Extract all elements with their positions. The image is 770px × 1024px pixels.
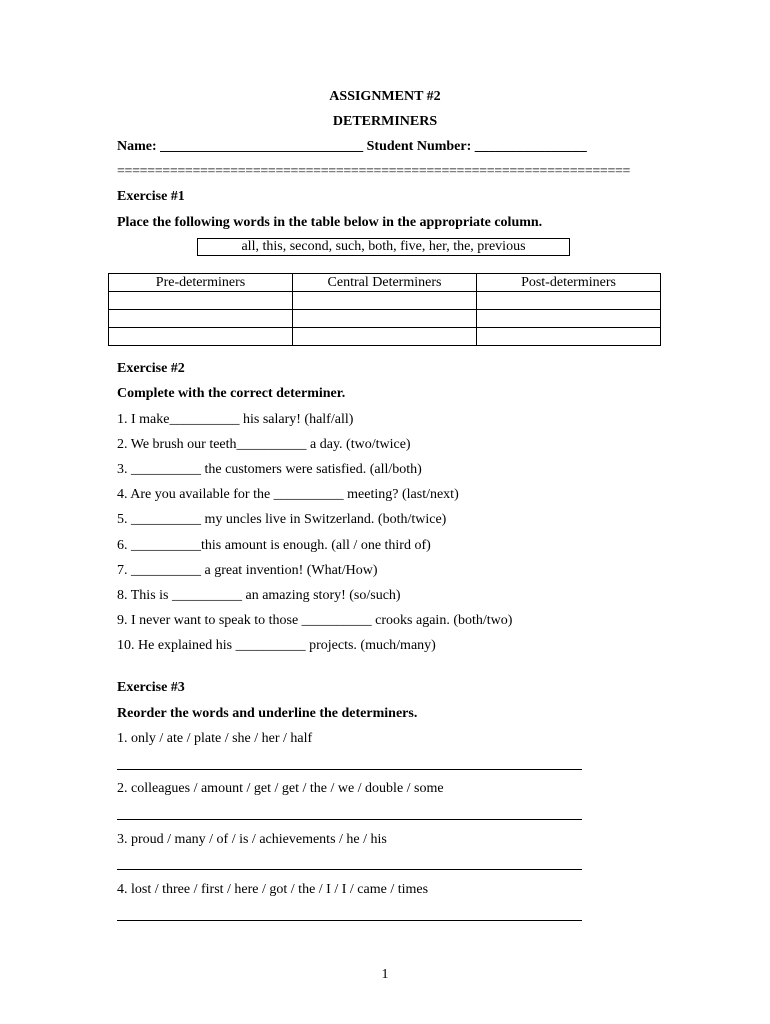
separator-line: ==================================================================== xyxy=(117,164,631,179)
exercise1-instruction: Place the following words in the table below in the appropriate column. xyxy=(117,215,543,230)
table-cell[interactable] xyxy=(477,328,661,346)
exercise2-item: 2. We brush our teeth__________ a day. (two/twice) xyxy=(117,437,411,452)
table-cell[interactable] xyxy=(293,328,477,346)
table-row xyxy=(109,292,661,310)
table-cell[interactable] xyxy=(293,310,477,328)
exercise2-item: 5. __________ my uncles live in Switzerland. (both/twice) xyxy=(117,512,447,527)
determiners-table xyxy=(108,273,661,346)
exercise2-item: 8. This is __________ an amazing story! (so/such) xyxy=(117,588,401,603)
exercise2-instruction: Complete with the correct determiner. xyxy=(117,386,346,401)
exercise3-item: 3. proud / many / of / is / achievements / he / his xyxy=(117,832,387,847)
answer-line[interactable] xyxy=(117,769,582,770)
table-cell[interactable] xyxy=(477,310,661,328)
column-header-pre-determiners: Pre-determiners xyxy=(109,274,293,292)
exercise3-item: 4. lost / three / first / here / got / the / I / I / came / times xyxy=(117,882,429,897)
exercise2-item: 9. I never want to speak to those __________ crooks again. (both/two) xyxy=(117,613,513,628)
exercise3-item: 2. colleagues / amount / get / get / the / we / double / some xyxy=(117,781,444,796)
topic-title: DETERMINERS xyxy=(332,114,438,129)
assignment-title: ASSIGNMENT #2 xyxy=(329,89,441,104)
answer-line[interactable] xyxy=(117,920,582,921)
exercise2-item: 4. Are you available for the __________ meeting? (last/next) xyxy=(117,487,459,502)
exercise3-instruction: Reorder the words and underline the determiners. xyxy=(117,706,418,721)
table-cell[interactable] xyxy=(109,328,293,346)
answer-line[interactable] xyxy=(117,869,582,870)
exercise2-item: 3. __________ the customers were satisfied. (all/both) xyxy=(117,462,422,477)
exercise2-heading: Exercise #2 xyxy=(117,361,185,376)
exercise2-item: 7. __________ a great invention! (What/How) xyxy=(117,563,378,578)
page-number: 1 xyxy=(381,967,389,982)
name-student-number-line: Name: _____________________________ Student Number: ________________ xyxy=(117,139,587,154)
table-row xyxy=(109,328,661,346)
table-header-row xyxy=(109,274,661,292)
word-bank-box: all, this, second, such, both, five, her, the, previous xyxy=(197,238,570,256)
table-cell[interactable] xyxy=(477,292,661,310)
table-cell[interactable] xyxy=(109,310,293,328)
exercise3-item: 1. only / ate / plate / she / her / half xyxy=(117,731,313,746)
exercise2-item: 6. __________this amount is enough. (all / one third of) xyxy=(117,538,431,553)
table-row xyxy=(109,310,661,328)
column-header-central-determiners: Central Determiners xyxy=(293,274,477,292)
exercise3-heading: Exercise #3 xyxy=(117,680,185,695)
answer-line[interactable] xyxy=(117,819,582,820)
column-header-post-determiners: Post-determiners xyxy=(477,274,661,292)
exercise2-item: 1. I make__________ his salary! (half/all) xyxy=(117,412,354,427)
table-cell[interactable] xyxy=(109,292,293,310)
exercise2-item: 10. He explained his __________ projects. (much/many) xyxy=(117,638,436,653)
exercise1-heading: Exercise #1 xyxy=(117,189,185,204)
table-cell[interactable] xyxy=(293,292,477,310)
